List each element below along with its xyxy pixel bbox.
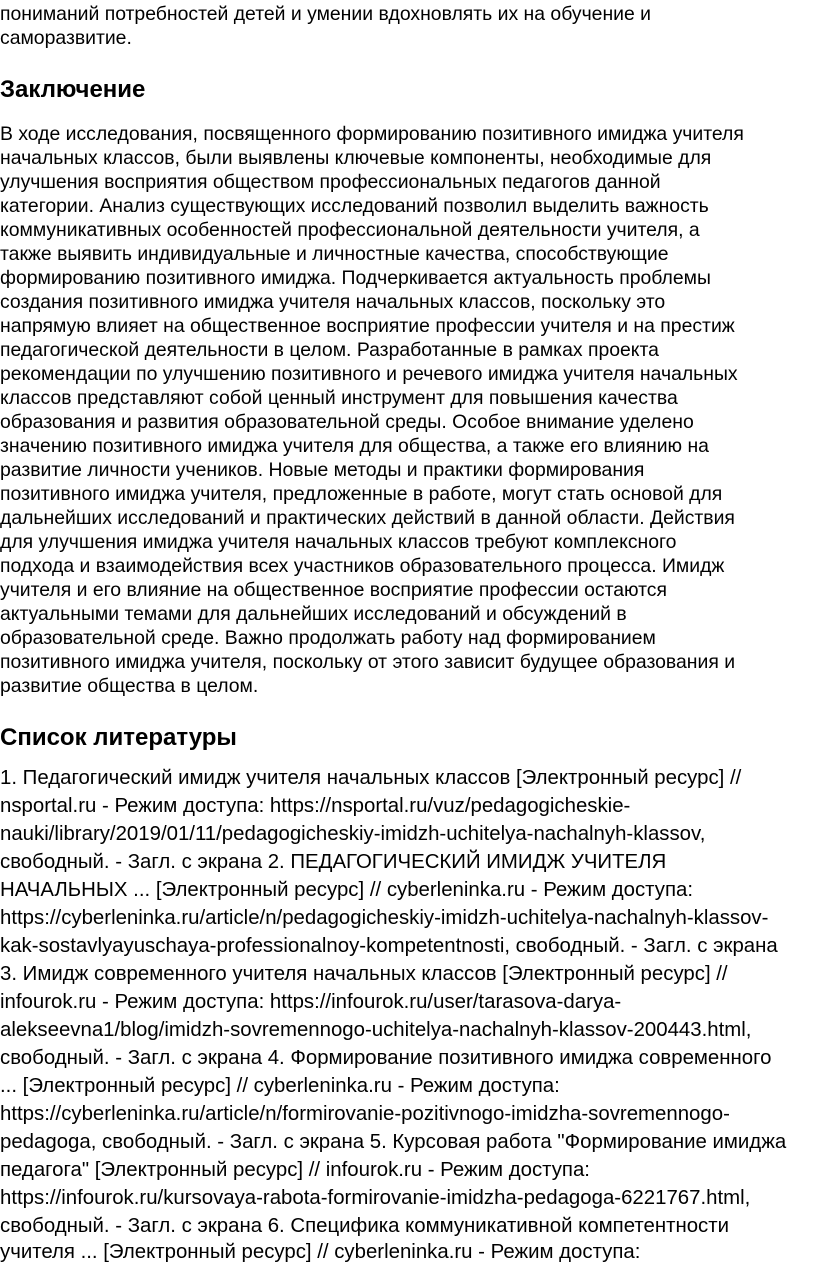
reference-line: 1. Педагогический имидж учителя начальных классов [Электронный ресурс] // [0,767,742,789]
conclusion-line: позитивного имиджа учителя, предложенные в работе, могут стать основой для [0,483,723,505]
reference-line: https://cyberleninka.ru/article/n/pedagogicheskiy-imidzh-uchitelya-nachalnyh-klassov- [0,907,769,929]
conclusion-line: для улучшения имиджа учителя начальных классов требуют комплексного [0,531,677,553]
reference-line: свободный. - Загл. с экрана 2. ПЕДАГОГИЧЕСКИЙ ИМИДЖ УЧИТЕЛЯ [0,851,667,873]
conclusion-line: рекомендации по улучшению позитивного и речевого имиджа учителя начальных [0,363,738,385]
reference-line: nauki/library/2019/01/11/pedagogicheskiy-imidzh-uchitelya-nachalnyh-klassov, [0,823,706,845]
intro-line: пониманий потребностей детей и умении вдохновлять их на обучение и [0,3,652,25]
conclusion-line: создания позитивного имиджа учителя начальных классов, поскольку это [0,291,666,313]
conclusion-line: также выявить индивидуальные и личностные качества, способствующие [0,243,669,265]
conclusion-line: В ходе исследования, посвященного формированию позитивного имиджа учителя [0,123,744,145]
reference-line: nsportal.ru - Режим доступа: https://nsportal.ru/vuz/pedagogicheskie- [0,795,631,817]
conclusion-line: дальнейших исследований и практических действий в данной области. Действия [0,507,735,529]
conclusion-line: значению позитивного имиджа учителя для общества, а также его влиянию на [0,435,709,457]
reference-line: свободный. - Загл. с экрана 4. Формирование позитивного имиджа современного [0,1047,772,1069]
reference-line: НАЧАЛЬНЫХ ... [Электронный ресурс] // cyberleninka.ru - Режим доступа: [0,879,693,901]
conclusion-line: образования и развития образовательной среды. Особое внимание уделено [0,411,694,433]
conclusion-line: педагогической деятельности в целом. Разработанные в рамках проекта [0,339,659,361]
conclusion-heading: Заключение [0,76,146,103]
conclusion-line: развитие личности учеников. Новые методы и практики формирования [0,459,645,481]
conclusion-line: улучшения восприятия обществом профессиональных педагогов данной [0,171,661,193]
reference-line: kak-sostavlyayuschaya-professionalnoy-kompetentnosti, свободный. - Загл. с экрана [0,935,778,957]
conclusion-line: классов представляют собой ценный инструмент для повышения качества [0,387,678,409]
references-heading: Список литературы [0,724,237,751]
conclusion-line: начальных классов, были выявлены ключевые компоненты, необходимые для [0,147,712,169]
reference-line: pedagoga, свободный. - Загл. с экрана 5. Курсовая работа "Формирование имиджа [0,1131,787,1153]
reference-line: https://cyberleninka.ru/article/n/formirovanie-pozitivnogo-imidzha-sovremennogo- [0,1103,730,1125]
conclusion-line: позитивного имиджа учителя, поскольку от этого зависит будущее образования и [0,651,736,673]
reference-line: педагога" [Электронный ресурс] // infourok.ru - Режим доступа: [0,1159,590,1181]
reference-line: infourok.ru - Режим доступа: https://infourok.ru/user/tarasova-darya- [0,991,622,1013]
conclusion-line: напрямую влияет на общественное восприятие профессии учителя и на престиж [0,315,735,337]
conclusion-line: категории. Анализ существующих исследований позволил выделить важность [0,195,709,217]
conclusion-line: подхода и взаимодействия всех участников образовательного процесса. Имидж [0,555,725,577]
reference-line: 3. Имидж современного учителя начальных классов [Электронный ресурс] // [0,963,728,985]
reference-line: учителя ... [Электронный ресурс] // cyberleninka.ru - Режим доступа: [0,1241,641,1263]
reference-line: свободный. - Загл. с экрана 6. Специфика коммуникативной компетентности [0,1215,729,1237]
intro-line: саморазвитие. [0,27,132,49]
reference-line: alekseevna1/blog/imidzh-sovremennogo-uchitelya-nachalnyh-klassov-200443.html, [0,1019,752,1041]
conclusion-line: актуальными темами для дальнейших исследований и обсуждений в [0,603,627,625]
conclusion-line: развитие общества в целом. [0,675,259,697]
reference-line: ... [Электронный ресурс] // cyberleninka.ru - Режим доступа: [0,1075,560,1097]
conclusion-line: формированию позитивного имиджа. Подчеркивается актуальность проблемы [0,267,711,289]
reference-line: https://infourok.ru/kursovaya-rabota-formirovanie-imidzha-pedagoga-6221767.html, [0,1187,751,1209]
conclusion-line: учителя и его влияние на общественное восприятие профессии остаются [0,579,667,601]
conclusion-line: образовательной среде. Важно продолжать работу над формированием [0,627,656,649]
conclusion-line: коммуникативных особенностей профессиональной деятельности учителя, а [0,219,700,241]
